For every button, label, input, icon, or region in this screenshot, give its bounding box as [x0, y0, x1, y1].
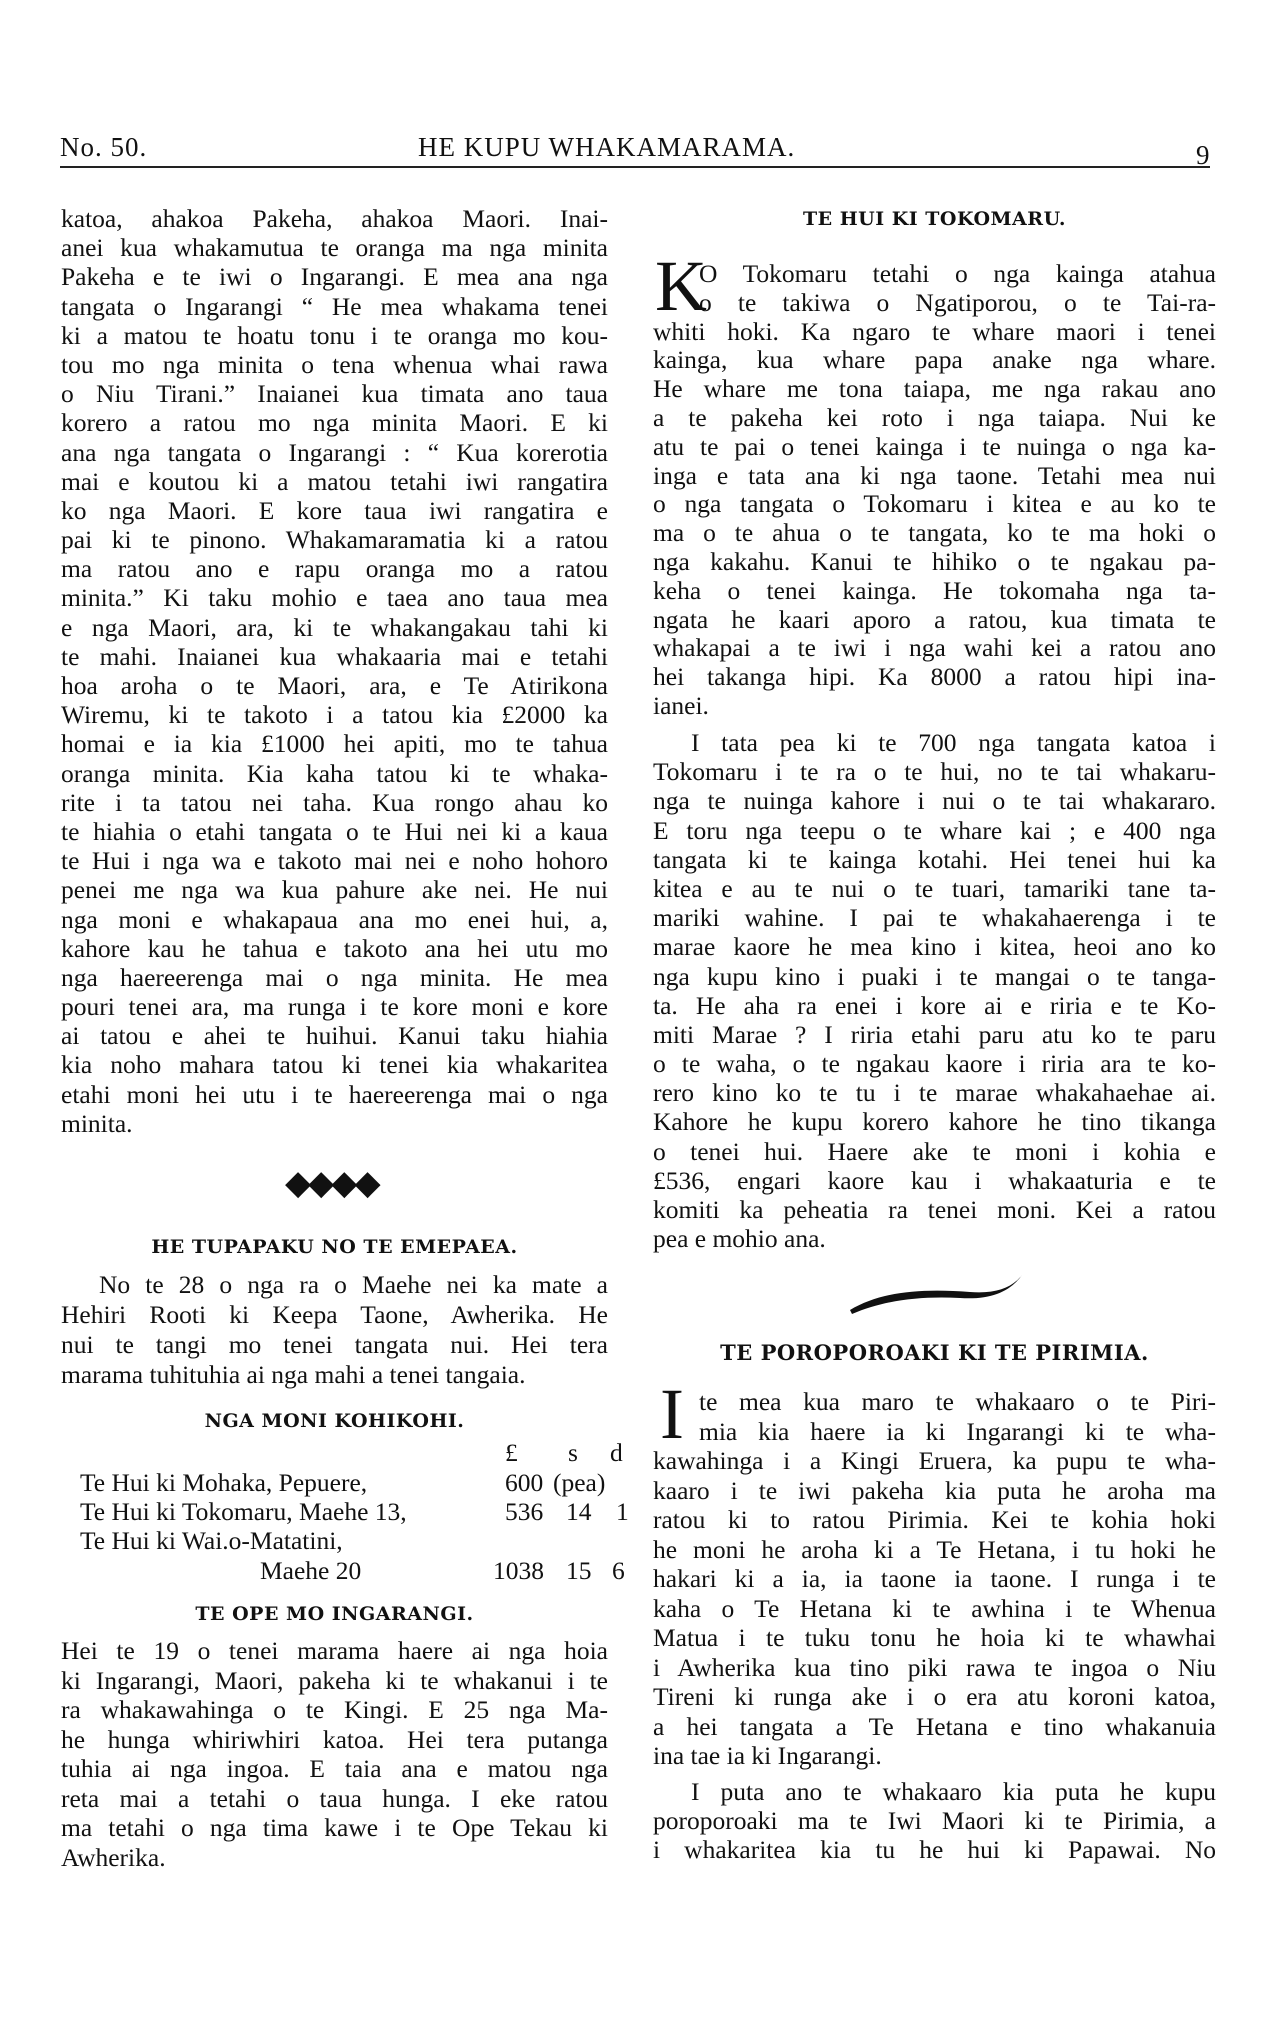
swash-ornament — [840, 1270, 1030, 1320]
text-line: o Niu Tirani.” Inaianei kua timata ano taua — [61, 379, 608, 409]
text-line: o te takiwa o Ngatiporou, o te Tai-ra- — [699, 287, 1216, 317]
row-pounds: 1038 — [493, 1556, 544, 1585]
row-label: Te Hui ki Mohaka, Pepuere, — [80, 1468, 368, 1497]
text-line: nui te tangi mo tenei tangata nui. Hei tera — [61, 1330, 608, 1359]
text-line: pai ki te pinono. Whakamaramatia ki a ratou — [61, 525, 608, 555]
text-line: ki a matou te hoatu tonu i te oranga mo kou- — [61, 320, 608, 350]
row-pence: 6 — [612, 1556, 625, 1585]
text-line: e nga Maori, ara, ki te whakangakau tahi ki — [61, 612, 608, 642]
text-line: marae kaore he mea kino i kitea, heoi ano ko — [653, 932, 1216, 962]
row-pence: 1 — [616, 1497, 629, 1526]
text-line: o te waha, o te ngakau kaore i riria ara te ko- — [653, 1049, 1216, 1079]
text-line: kaha o Te Hetana ki te awhina i te Whenua — [653, 1593, 1216, 1623]
text-line: minita.” Ki taku mohio e taea ano taua mea — [61, 583, 608, 613]
issue-number: No. 50. — [60, 132, 148, 162]
text-line: tangata o Ingarangi “ He mea whakama tenei — [61, 291, 608, 321]
text-line: ai tatou e ahei te huihui. Kanui taku hiahia — [61, 1021, 608, 1051]
row-label: Te Hui ki Wai.o-Matatini, — [80, 1526, 343, 1555]
text-line: te hiahia o etahi tangata o te Hui nei ki a kaua — [61, 816, 608, 846]
text-line: reta mai a tetahi o taua hunga. I eke ratou — [61, 1783, 608, 1813]
pirimia-heading: TE POROPOROAKI KI TE PIRIMIA. — [720, 1340, 1149, 1365]
text-line: minita. — [61, 1108, 133, 1138]
intro-paragraph — [61, 204, 608, 1138]
text-line: keha o tenei kainga. He tokomaha nga ta- — [653, 575, 1216, 605]
text-line: whiti hoki. Ka ngaro te whare maori i tenei — [653, 316, 1216, 346]
text-line: hakari ki a ia, ia taone ia taone. I runga i te — [653, 1564, 1216, 1593]
text-line: No te 28 o nga ra o Maehe nei ka mate a — [99, 1270, 608, 1299]
text-line: kahore kau he tahua e takoto ana hei utu mo — [61, 933, 608, 963]
text-line: he hunga whiriwhiri katoa. Hei tera putanga — [61, 1724, 608, 1754]
text-line: Kahore he kupu korero kahore he tino tikanga — [653, 1107, 1216, 1137]
diamond-ornament: ◆◆◆◆ — [285, 1165, 378, 1202]
text-line: I puta ano te whakaaro kia puta he kupu — [691, 1777, 1216, 1806]
text-line: ta. He aha ra enei i kore ai e riria e te Ko- — [653, 990, 1216, 1020]
row-shillings: 14 — [566, 1497, 592, 1526]
text-line: kawahinga i a Kingi Eruera, ka pupu te wha- — [653, 1446, 1216, 1475]
text-line: whakapai a te iwi i nga wahi kei a ratou ano — [653, 633, 1216, 663]
tokomaru-heading: TE HUI KI TOKOMARU. — [802, 208, 1067, 230]
pirimia-paragraph-2 — [653, 1777, 1216, 1864]
col-pence: d — [610, 1438, 623, 1467]
text-line: rite i ta tatou nei taha. Kua rongo ahau ko — [61, 787, 608, 817]
moni-table — [80, 1438, 629, 1608]
drop-cap: K — [655, 246, 707, 326]
tokomaru-paragraph-1 — [653, 260, 1216, 721]
text-line: tangata ki te kainga kotahi. Hei tenei hui ka — [653, 844, 1216, 874]
text-line: penei me nga wa kua pahure ake nei. He nui — [61, 875, 608, 905]
text-line: a te pakeha kei roto i nga taiapa. Nui ke — [653, 402, 1216, 432]
text-line: Wiremu, ki te takoto i a tatou kia £2000 ka — [61, 700, 608, 730]
row-label: Maehe 20 — [260, 1556, 362, 1585]
text-line: tou mo nga minita o tena whenua whai rawa — [61, 349, 608, 379]
text-line: £536, engari kaore kau i whakaaturia e te — [653, 1165, 1216, 1195]
text-line: nga moni e whakapaua ana mo enei hui, a, — [61, 904, 608, 934]
text-line: He whare me tona taiapa, me nga rakau ano — [653, 374, 1216, 404]
text-line: o nga tangata o Tokomaru i kitea e au ko te — [653, 489, 1216, 519]
row-pounds: 600 — [505, 1468, 544, 1497]
tupapaku-paragraph — [61, 1270, 608, 1390]
text-line: ko nga Maori. E kore taua iwi rangatira e — [61, 495, 608, 525]
text-line: etahi moni hei utu i te haereerenga mai o nga — [61, 1079, 608, 1109]
drop-cap: I — [660, 1374, 684, 1454]
text-line: te Hui i nga wa e takoto mai nei e noho hohoro — [61, 846, 608, 876]
text-line: pouri tenei ara, ma runga i te kore moni e kore — [61, 992, 608, 1022]
col-pounds: £ — [505, 1438, 518, 1467]
text-line: atu te pai o tenei kainga i te nuinga o nga ka- — [653, 431, 1216, 461]
text-line: ki Ingarangi, Maori, pakeha ki te whakanui i te — [61, 1665, 608, 1695]
text-line: nga haereerenga mai o nga minita. He mea — [61, 962, 608, 992]
page-number: 9 — [1196, 140, 1211, 170]
text-line: E toru nga teepu o te whare kai ; e 400 nga — [653, 815, 1216, 845]
text-line: kitea e au te nui o te tuari, tamariki tane ta- — [653, 873, 1216, 903]
text-line: ma o te ahua o te tangata, ko te ma hoki o — [653, 518, 1216, 548]
text-line: Matua i te tuku tonu he hoia ki te whawhai — [653, 1623, 1216, 1652]
text-line: marama tuhituhia ai nga mahi a tenei tangaia. — [61, 1360, 526, 1389]
text-line: ianei. — [653, 690, 709, 720]
moni-heading: NGA MONI KOHIKOHI. — [204, 1410, 465, 1432]
text-line: nga kupu kino i puaki i te mangai o te tanga- — [653, 961, 1216, 991]
text-line: kia noho mahara tatou ki tenei kia whakaritea — [61, 1050, 608, 1080]
text-line: rero kino ko te tu i te marae whakahaehae ai. — [653, 1078, 1216, 1108]
header-rule — [60, 166, 1210, 168]
text-line: mariki wahine. I pai te whakahaerenga i te — [653, 903, 1216, 933]
text-line: oranga minita. Kia kaha tatou ki te whaka- — [61, 758, 608, 788]
page-title: HE KUPU WHAKAMARAMA. — [418, 132, 796, 162]
text-line: Pakeha e te iwi o Ingarangi. E mea ana nga — [61, 262, 608, 292]
ope-heading: TE OPE MO INGARANGI. — [195, 1603, 474, 1625]
text-line: Hei te 19 o tenei marama haere ai nga hoia — [61, 1636, 608, 1665]
text-line: ma ratou ano e rapu oranga mo a ratou — [61, 554, 608, 584]
row-shillings: 15 — [566, 1556, 592, 1585]
text-line: anei kua whakamutua te oranga ma nga minita — [61, 233, 608, 263]
text-line: mia kia haere ia ki Ingarangi ki te wha- — [699, 1416, 1216, 1446]
text-line: Hehiri Rooti ki Keepa Taone, Awherika. He — [61, 1300, 608, 1329]
pirimia-paragraph-1 — [653, 1387, 1216, 1771]
text-line: inga e tata ana ki nga taone. Tetahi mea nui — [653, 460, 1216, 490]
text-line: katoa, ahakoa Pakeha, ahakoa Maori. Inai- — [61, 204, 608, 233]
text-line: tuhia ai nga ingoa. E taia ana e matou nga — [61, 1754, 608, 1783]
text-line: ngata he kaari aporo a ratou, kua timata te — [653, 604, 1216, 634]
text-line: te mahi. Inaianei kua whakaaria mai e tetahi — [61, 641, 608, 671]
text-line: i Awherika kua tino piki rawa te ingoa o Niu — [653, 1652, 1216, 1682]
text-line: ra whakawahinga o te Kingi. E 25 nga Ma- — [61, 1695, 608, 1724]
text-line: te mea kua maro te whakaaro o te Piri- — [699, 1387, 1216, 1416]
text-line: I tata pea ki te 700 nga tangata katoa i — [691, 728, 1216, 757]
tupapaku-heading: HE TUPAPAKU NO TE EMEPAEA. — [151, 1236, 518, 1258]
text-line: poroporoaki ma te Iwi Maori ki te Pirimia, a — [653, 1806, 1216, 1835]
text-line: miti Marae ? I riria etahi paru atu ko te paru — [653, 1019, 1216, 1049]
text-line: o tenei hui. Haere ake te moni i kohia e — [653, 1136, 1216, 1166]
text-line: mai e koutou ki a matou tetahi iwi rangatira — [61, 466, 608, 496]
text-line: ratou ki to ratou Pirimia. Kei te kohia hoki — [653, 1505, 1216, 1534]
row-label: Te Hui ki Tokomaru, Maehe 13, — [80, 1497, 407, 1526]
text-line: i whakaritea kia tu he hui ki Papawai. No — [653, 1835, 1216, 1864]
text-line: O Tokomaru tetahi o nga kainga atahua — [699, 259, 1216, 288]
text-line: nga kakahu. Kanui te hihiko o te ngakau pa- — [653, 546, 1216, 576]
tokomaru-paragraph-2 — [653, 728, 1216, 1253]
text-line: Tireni ki runga ake i o era atu koroni katoa, — [653, 1682, 1216, 1711]
text-line: Awherika. — [61, 1842, 166, 1872]
text-line: hei takanga hipi. Ka 8000 a ratou hipi ina- — [653, 662, 1216, 692]
text-line: komiti ka peheatia ra tenei moni. Kei a ratou — [653, 1195, 1216, 1224]
col-shillings: s — [568, 1438, 578, 1467]
text-line: kainga, kua whare papa anake nga whare. — [653, 345, 1216, 375]
text-line: hoa aroha o te Maori, ara, e Te Atirikona — [61, 671, 608, 700]
text-line: pea e mohio ana. — [653, 1224, 826, 1254]
text-line: ana nga tangata o Ingarangi : “ Kua korerotia — [61, 437, 608, 467]
text-line: Tokomaru i te ra o te hui, no te tai whakaru- — [653, 757, 1216, 787]
text-line: ina tae ia ki Ingarangi. — [653, 1741, 882, 1770]
row-shillings: (pea) — [553, 1468, 606, 1497]
text-line: he moni he aroha ki a Te Hetana, i tu hoki he — [653, 1534, 1216, 1564]
row-pounds: 536 — [505, 1497, 544, 1526]
ope-paragraph — [61, 1636, 608, 1872]
text-line: kaaro i te iwi pakeha kia puta he aroha ma — [653, 1475, 1216, 1505]
text-line: homai e ia kia £1000 hei apiti, mo te tahua — [61, 729, 608, 759]
text-line: nga te nuinga kahore i nui o te tai whakararo. — [653, 786, 1216, 816]
text-line: korero a ratou mo nga minita Maori. E ki — [61, 408, 608, 438]
text-line: ma tetahi o nga tima kawe i te Ope Tekau ki — [61, 1813, 608, 1842]
text-line: a hei tangata a Te Hetana e tino whakanuia — [653, 1711, 1216, 1741]
